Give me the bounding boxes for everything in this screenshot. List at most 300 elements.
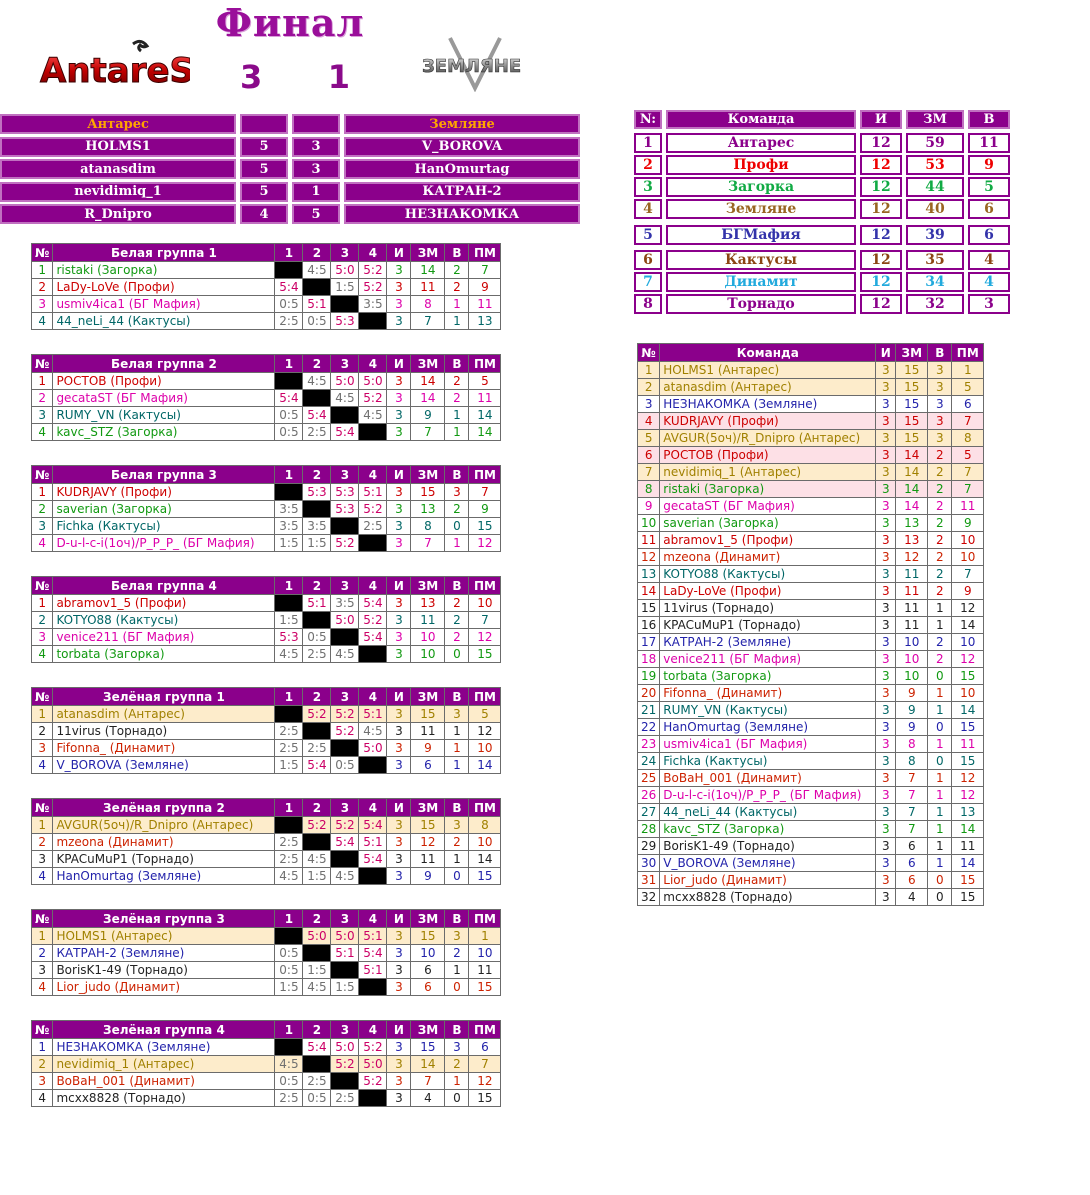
- wins: 3: [445, 1039, 469, 1056]
- column-header: 2: [303, 466, 331, 484]
- place: 12: [952, 787, 984, 804]
- player-name: НЕЗНАКОМКА (Земляне): [53, 1039, 275, 1056]
- games-played: 3: [876, 719, 896, 736]
- svg-text:AntareS: AntareS: [40, 51, 190, 90]
- games-played: 3: [876, 498, 896, 515]
- points: 13: [896, 515, 928, 532]
- player-name: Fifonna_ (Динамит): [53, 740, 275, 757]
- overall-row: [638, 413, 984, 430]
- column-header: И: [387, 355, 411, 373]
- match-score: 5:1: [359, 706, 387, 723]
- player-name: KPACuMuP1 (Торнадо): [660, 617, 876, 634]
- player-name: D-u-l-c-i(1оч)/P_P_P_ (БГ Мафия): [53, 535, 275, 552]
- rank: 21: [638, 702, 660, 719]
- column-header: 2: [303, 577, 331, 595]
- match-score: 2:5: [275, 1090, 303, 1107]
- points: 13: [896, 532, 928, 549]
- row-number: 3: [32, 740, 53, 757]
- match-score: 0:5: [275, 945, 303, 962]
- group-title: Зелёная группа 4: [53, 1021, 275, 1039]
- rank: 20: [638, 685, 660, 702]
- wins: 9: [968, 155, 1010, 175]
- match-score: 5:2: [359, 1073, 387, 1090]
- place: 10: [469, 834, 501, 851]
- place: 9: [469, 501, 501, 518]
- match-score: 5:3: [303, 484, 331, 501]
- group-title: Белая группа 2: [53, 355, 275, 373]
- column-header: 4: [359, 577, 387, 595]
- points: 6: [411, 979, 445, 996]
- match-score: 2:5: [303, 646, 331, 663]
- points: 53: [906, 155, 964, 175]
- place: 14: [952, 617, 984, 634]
- column-header: ЗМ: [411, 1021, 445, 1039]
- rank: 23: [638, 736, 660, 753]
- wins: 2: [928, 634, 952, 651]
- column-header: 3: [331, 910, 359, 928]
- place: 13: [952, 804, 984, 821]
- games-played: 3: [387, 945, 411, 962]
- wins: 4: [968, 272, 1010, 292]
- place: 12: [952, 600, 984, 617]
- match-score: 5:2: [359, 1039, 387, 1056]
- overall-header-row: [638, 344, 984, 362]
- wins: 0: [445, 1090, 469, 1107]
- group-header-row: [32, 577, 501, 595]
- match-score: 4:5: [303, 851, 331, 868]
- games-played: 3: [387, 928, 411, 945]
- match-score: 4:5: [303, 262, 331, 279]
- column-header: 3: [331, 1021, 359, 1039]
- place: 11: [469, 962, 501, 979]
- games-played: 3: [876, 736, 896, 753]
- wins: 0: [928, 668, 952, 685]
- column-header: 1: [275, 799, 303, 817]
- player-name: gecataST (БГ Мафия): [53, 390, 275, 407]
- player-name: nevidimiq_1 (Антарес): [660, 464, 876, 481]
- place: 8: [952, 430, 984, 447]
- games-played: 3: [876, 396, 896, 413]
- match-score: 4:5: [331, 868, 359, 885]
- column-header: 4: [359, 799, 387, 817]
- match-score: 3:5: [275, 518, 303, 535]
- rank: 31: [638, 872, 660, 889]
- player-name: venice211 (БГ Мафия): [53, 629, 275, 646]
- column-header: И: [387, 466, 411, 484]
- row-number: 2: [32, 834, 53, 851]
- rank: 24: [638, 753, 660, 770]
- player-left: atanasdim: [0, 159, 236, 179]
- wins: 3: [928, 413, 952, 430]
- place: 14: [469, 757, 501, 774]
- group-header-row: [32, 1021, 501, 1039]
- match-score: 2:5: [359, 518, 387, 535]
- zemlyane-logo: [420, 34, 530, 92]
- team-rank: 6: [634, 250, 662, 270]
- column-header: 3: [331, 577, 359, 595]
- player-name: КАТРАН-2 (Земляне): [660, 634, 876, 651]
- games-played: 3: [387, 1056, 411, 1073]
- match-score: 2:5: [275, 740, 303, 757]
- row-number: 4: [32, 313, 53, 330]
- points: 9: [896, 719, 928, 736]
- player-name: 11virus (Торнадо): [660, 600, 876, 617]
- place: 5: [952, 447, 984, 464]
- games-played: 12: [860, 294, 902, 314]
- group-row: [32, 868, 501, 885]
- wins: 1: [928, 855, 952, 872]
- column-header: 4: [359, 355, 387, 373]
- team-rank: 1: [634, 133, 662, 153]
- player-name: Fichka (Кактусы): [660, 753, 876, 770]
- row-number: 2: [32, 1056, 53, 1073]
- games-played: 3: [387, 723, 411, 740]
- player-name: abramov1_5 (Профи): [53, 595, 275, 612]
- group-row: [32, 723, 501, 740]
- row-number: 3: [32, 851, 53, 868]
- team-name: Загорка: [666, 177, 856, 197]
- group-row: [32, 262, 501, 279]
- games-played: 3: [876, 787, 896, 804]
- rank: 5: [638, 430, 660, 447]
- match-score: 5:0: [331, 373, 359, 390]
- wins: 5: [968, 177, 1010, 197]
- place: 7: [952, 481, 984, 498]
- row-number: 2: [32, 279, 53, 296]
- column-header: В: [928, 344, 952, 362]
- place: 15: [469, 518, 501, 535]
- points: 10: [896, 651, 928, 668]
- group-title: Белая группа 4: [53, 577, 275, 595]
- column-header: 1: [275, 1021, 303, 1039]
- empty-cell: [240, 114, 288, 134]
- self-cell: [275, 373, 303, 390]
- group-row: [32, 484, 501, 501]
- player-name: KPACuMuP1 (Торнадо): [53, 851, 275, 868]
- place: 12: [469, 723, 501, 740]
- rank: 26: [638, 787, 660, 804]
- match-score: 0:5: [275, 407, 303, 424]
- group-row: [32, 962, 501, 979]
- column-header: №: [32, 1021, 53, 1039]
- place: 7: [469, 612, 501, 629]
- self-cell: [331, 962, 359, 979]
- games-played: 3: [876, 413, 896, 430]
- games-played: 12: [860, 199, 902, 219]
- row-number: 4: [32, 979, 53, 996]
- player-name: ristaki (Загорка): [660, 481, 876, 498]
- wins: 2: [928, 464, 952, 481]
- self-cell: [359, 757, 387, 774]
- player-name: РОСТОВ (Профи): [660, 447, 876, 464]
- column-header: №: [32, 577, 53, 595]
- group-header-row: [32, 688, 501, 706]
- match-score: 5:3: [331, 501, 359, 518]
- row-number: 2: [32, 723, 53, 740]
- place: 9: [469, 279, 501, 296]
- points: 6: [896, 838, 928, 855]
- column-header: И: [860, 110, 902, 129]
- match-score: 0:5: [275, 1073, 303, 1090]
- column-header: 2: [303, 355, 331, 373]
- place: 11: [952, 838, 984, 855]
- points: 7: [411, 535, 445, 552]
- wins: 0: [445, 518, 469, 535]
- overall-row: [638, 583, 984, 600]
- wins: 1: [445, 723, 469, 740]
- team-row: [634, 177, 1014, 197]
- self-cell: [275, 928, 303, 945]
- match-score: 0:5: [303, 1090, 331, 1107]
- teams-standings: [634, 110, 1024, 320]
- group-row: [32, 424, 501, 441]
- games-played: 3: [387, 535, 411, 552]
- wins: 2: [445, 629, 469, 646]
- team-name: Кактусы: [666, 250, 856, 270]
- overall-row: [638, 770, 984, 787]
- group-title: Белая группа 1: [53, 244, 275, 262]
- column-header: ЗМ: [906, 110, 964, 129]
- column-header: №: [638, 344, 660, 362]
- column-header: 2: [303, 688, 331, 706]
- rank: 18: [638, 651, 660, 668]
- place: 15: [469, 868, 501, 885]
- points: 14: [896, 481, 928, 498]
- place: 10: [469, 595, 501, 612]
- player-name: 44_neLi_44 (Кактусы): [53, 313, 275, 330]
- player-name: mcxx8828 (Торнадо): [53, 1090, 275, 1107]
- player-name: saverian (Загорка): [660, 515, 876, 532]
- player-name: LaDy-LoVe (Профи): [53, 279, 275, 296]
- games-played: 3: [387, 817, 411, 834]
- match-score: 3:5: [359, 296, 387, 313]
- games-played: 12: [860, 177, 902, 197]
- overall-row: [638, 855, 984, 872]
- rank: 13: [638, 566, 660, 583]
- self-cell: [359, 313, 387, 330]
- wins: 2: [928, 532, 952, 549]
- player-name: BoBaH_001 (Динамит): [660, 770, 876, 787]
- wins: 2: [445, 834, 469, 851]
- self-cell: [331, 1073, 359, 1090]
- place: 5: [469, 373, 501, 390]
- rank: 4: [638, 413, 660, 430]
- column-header: В: [445, 577, 469, 595]
- column-header: ПМ: [469, 1021, 501, 1039]
- points: 11: [411, 851, 445, 868]
- points: 11: [411, 279, 445, 296]
- points: 7: [896, 804, 928, 821]
- row-number: 2: [32, 612, 53, 629]
- column-header: И: [387, 799, 411, 817]
- wins: 3: [968, 294, 1010, 314]
- player-name: KOTYO88 (Кактусы): [53, 612, 275, 629]
- row-number: 4: [32, 646, 53, 663]
- games-played: 3: [387, 834, 411, 851]
- match-score: 4:5: [303, 979, 331, 996]
- points: 15: [411, 817, 445, 834]
- player-name: atanasdim (Антарес): [660, 379, 876, 396]
- match-score: 5:0: [359, 740, 387, 757]
- player-name: Lior_judo (Динамит): [660, 872, 876, 889]
- team-rank: 7: [634, 272, 662, 292]
- match-score: 0:5: [275, 296, 303, 313]
- points: 12: [411, 834, 445, 851]
- overall-row: [638, 515, 984, 532]
- place: 14: [469, 407, 501, 424]
- player-name: Lior_judo (Динамит): [53, 979, 275, 996]
- row-number: 2: [32, 501, 53, 518]
- column-header: В: [445, 688, 469, 706]
- points: 6: [896, 855, 928, 872]
- games-played: 3: [387, 1090, 411, 1107]
- match-score: 5:4: [303, 407, 331, 424]
- group-table: [31, 243, 501, 330]
- group-table: [31, 465, 501, 552]
- player-name: КАТРАН-2 (Земляне): [53, 945, 275, 962]
- points: 6: [411, 962, 445, 979]
- match-score: 5:1: [359, 928, 387, 945]
- group-table: [31, 909, 501, 996]
- place: 7: [469, 262, 501, 279]
- self-cell: [331, 629, 359, 646]
- games-played: 3: [876, 685, 896, 702]
- group-header-row: [32, 910, 501, 928]
- match-score: 5:3: [331, 313, 359, 330]
- games-played: 3: [387, 262, 411, 279]
- column-header: 4: [359, 466, 387, 484]
- wins: 3: [928, 362, 952, 379]
- group-title: Зелёная группа 1: [53, 688, 275, 706]
- place: 6: [952, 396, 984, 413]
- wins: 1: [445, 296, 469, 313]
- place: 10: [952, 634, 984, 651]
- player-left: HOLMS1: [0, 137, 236, 157]
- games-played: 3: [876, 872, 896, 889]
- group-row: [32, 740, 501, 757]
- self-cell: [331, 407, 359, 424]
- games-played: 3: [387, 390, 411, 407]
- wins: 2: [928, 498, 952, 515]
- games-played: 3: [876, 770, 896, 787]
- games-played: 3: [876, 668, 896, 685]
- overall-row: [638, 753, 984, 770]
- column-header: 4: [359, 688, 387, 706]
- row-number: 2: [32, 390, 53, 407]
- points: 11: [411, 723, 445, 740]
- place: 15: [469, 1090, 501, 1107]
- place: 15: [469, 979, 501, 996]
- group-row: [32, 612, 501, 629]
- wins: 0: [928, 872, 952, 889]
- page-title: Финал: [215, 0, 365, 45]
- games-played: 3: [387, 1039, 411, 1056]
- match-score: 0:5: [331, 757, 359, 774]
- place: 11: [469, 296, 501, 313]
- group-title: Белая группа 3: [53, 466, 275, 484]
- player-name: KUDRJAVY (Профи): [660, 413, 876, 430]
- wins: 2: [928, 447, 952, 464]
- player-right: V_BOROVA: [344, 137, 580, 157]
- player-name: BorisK1-49 (Торнадо): [660, 838, 876, 855]
- score-right: 1: [292, 182, 340, 202]
- place: 10: [469, 740, 501, 757]
- column-header: ЗМ: [411, 466, 445, 484]
- games-played: 3: [387, 1073, 411, 1090]
- overall-row: [638, 634, 984, 651]
- self-cell: [331, 296, 359, 313]
- match-score: 5:2: [331, 706, 359, 723]
- group-header-row: [32, 466, 501, 484]
- player-name: mzeona (Динамит): [53, 834, 275, 851]
- match-score: 5:4: [359, 945, 387, 962]
- column-header: ПМ: [469, 466, 501, 484]
- games-played: 3: [876, 838, 896, 855]
- games-played: 3: [876, 600, 896, 617]
- group-row: [32, 373, 501, 390]
- place: 10: [952, 532, 984, 549]
- column-header: 1: [275, 688, 303, 706]
- self-cell: [275, 262, 303, 279]
- group-row: [32, 979, 501, 996]
- player-name: gecataST (БГ Мафия): [660, 498, 876, 515]
- teams-header-row: [634, 110, 1014, 129]
- group-row: [32, 595, 501, 612]
- games-played: 3: [387, 279, 411, 296]
- place: 12: [952, 770, 984, 787]
- wins: 2: [445, 595, 469, 612]
- team-name: Торнадо: [666, 294, 856, 314]
- points: 11: [411, 612, 445, 629]
- wins: 0: [445, 979, 469, 996]
- self-cell: [303, 390, 331, 407]
- self-cell: [331, 518, 359, 535]
- wins: 1: [445, 962, 469, 979]
- overall-row: [638, 838, 984, 855]
- overall-row: [638, 600, 984, 617]
- points: 15: [411, 928, 445, 945]
- match-score: 5:0: [303, 928, 331, 945]
- team-row: [634, 199, 1014, 219]
- match-score: 4:5: [303, 373, 331, 390]
- row-number: 4: [32, 424, 53, 441]
- place: 14: [952, 702, 984, 719]
- overall-row: [638, 668, 984, 685]
- final-match-table: [0, 114, 580, 226]
- player-name: Fifonna_ (Динамит): [660, 685, 876, 702]
- points: 14: [896, 464, 928, 481]
- wins: 1: [928, 702, 952, 719]
- rank: 30: [638, 855, 660, 872]
- match-score: 5:1: [303, 296, 331, 313]
- wins: 3: [445, 484, 469, 501]
- points: 15: [896, 396, 928, 413]
- games-played: 12: [860, 225, 902, 245]
- group-row: [32, 296, 501, 313]
- points: 7: [896, 787, 928, 804]
- points: 11: [896, 600, 928, 617]
- points: 7: [896, 821, 928, 838]
- match-score: 5:4: [331, 834, 359, 851]
- empty-cell: [292, 114, 340, 134]
- column-header: ЗМ: [411, 244, 445, 262]
- place: 10: [469, 945, 501, 962]
- column-header: 4: [359, 244, 387, 262]
- player-name: 44_neLi_44 (Кактусы): [660, 804, 876, 821]
- row-number: 4: [32, 1090, 53, 1107]
- group-row: [32, 928, 501, 945]
- team-right-label: Земляне: [344, 114, 580, 134]
